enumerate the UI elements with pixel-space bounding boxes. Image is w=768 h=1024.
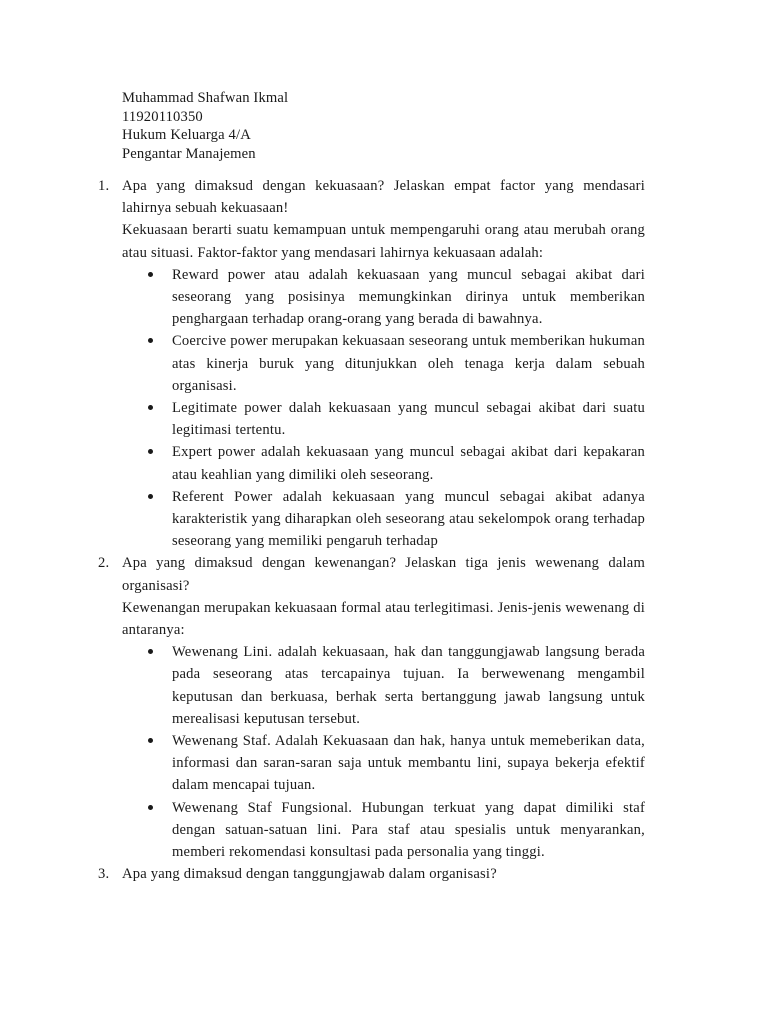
question-number: 2. <box>98 555 110 572</box>
bullet-icon <box>148 738 153 743</box>
student-id: 11920110350 <box>122 108 203 125</box>
list-item: Legitimate power dalah kekuasaan yang muncul sebagai akibat dari suatu legitimasi tertentu. <box>122 397 645 441</box>
course-name: Pengantar Manajemen <box>122 145 256 162</box>
list-item: Wewenang Staf Fungsional. Hubungan terkuat yang dapat dimiliki staf dengan satuan-satuan lini. Para staf atau spesialis untuk menyarankan, memberi rekomendasi konsultasi pada personalia yang tinggi. <box>122 797 645 864</box>
list-item: Wewenang Staf. Adalah Kekuasaan dan hak, hanya untuk memeberikan data, informasi dan saran-saran saja untuk membantu lini, supaya bekerja efektif dalam mencapai tujuan. <box>122 730 645 797</box>
list-item: Wewenang Lini. adalah kekuasaan, hak dan tanggungjawab langsung berada pada seseorang atas tercapainya tujuan. Ia berwewenang mengambil keputusan dan berkuasa, berhak serta bertanggung jawab langsung untuk merealisasi keputusan tersebut. <box>122 641 645 730</box>
question-text: Apa yang dimaksud dengan kewenangan? Jelaskan tiga jenis wewenang dalam organisasi? <box>122 555 645 594</box>
answer-text: Kekuasaan berarti suatu kemampuan untuk mempengaruhi orang atau merubah orang atau situasi. Faktor-faktor yang mendasari lahirnya kekuasaan adalah: <box>122 222 645 261</box>
bullet-icon <box>148 272 153 277</box>
question-text: Apa yang dimaksud dengan kekuasaan? Jelaskan empat factor yang mendasari lahirnya sebuah kekuasaan! <box>122 178 645 217</box>
question-3 <box>0 863 645 885</box>
document-body <box>0 175 768 886</box>
question-number: 1. <box>98 178 110 194</box>
student-class: Hukum Keluarga 4/A <box>122 127 251 143</box>
bullet-icon <box>148 494 153 499</box>
bullet-list <box>122 264 645 553</box>
question-text: Apa yang dimaksud dengan tanggungjawab dalam organisasi? <box>122 866 497 883</box>
bullet-icon <box>148 449 153 454</box>
bullet-icon <box>148 338 153 343</box>
list-item: Reward power atau adalah kekuasaan yang muncul sebagai akibat dari seseorang yang posisinya memungkinkan dirinya untuk memberikan penghargaan terhadap orang-orang yang berada di bawahnya. <box>122 264 645 331</box>
question-number: 3. <box>98 866 110 883</box>
bullet-icon <box>148 805 153 810</box>
document-header <box>122 89 288 163</box>
list-item: Referent Power adalah kekuasaan yang muncul sebagai akibat adanya karakteristik yang diharapkan oleh seseorang atau sekelompok orang terhadap seseorang yang memiliki pengaruh terhadap <box>122 486 645 553</box>
question-1 <box>0 175 645 552</box>
student-name: Muhammad Shafwan Ikmal <box>122 90 289 106</box>
list-item: Expert power adalah kekuasaan yang muncul sebagai akibat dari kepakaran atau keahlian yang dimiliki oleh seseorang. <box>122 441 645 485</box>
bullet-icon <box>148 649 153 654</box>
question-2 <box>0 552 645 863</box>
bullet-icon <box>148 405 153 410</box>
bullet-list <box>122 641 645 863</box>
list-item: Coercive power merupakan kekuasaan seseorang untuk memberikan hukuman atas kinerja buruk yang ditunjukkan oleh tenaga kerja dalam sebuah organisasi. <box>122 330 645 397</box>
answer-text: Kewenangan merupakan kekuasaan formal atau terlegitimasi. Jenis-jenis wewenang di antaranya: <box>122 599 645 639</box>
